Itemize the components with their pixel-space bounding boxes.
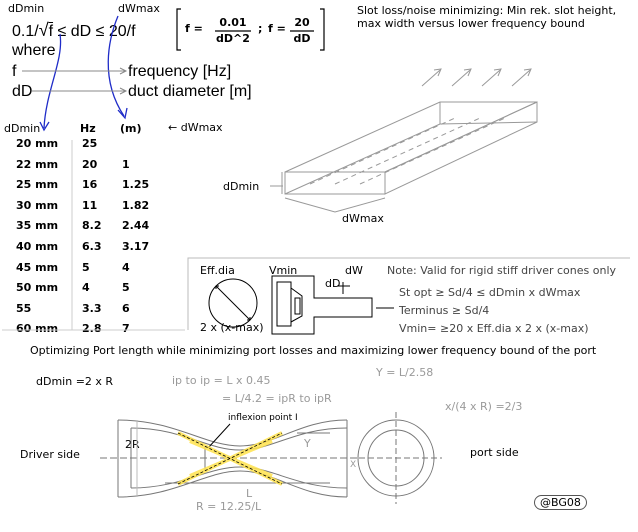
- table-cell-hz: 5: [82, 261, 90, 274]
- table-lines: [2, 140, 185, 330]
- port-end-view: [350, 412, 442, 504]
- driver-side-label: Driver side: [20, 448, 80, 461]
- slot-dwmax-label: dWmax: [342, 212, 384, 225]
- box-f1-den: dD^2: [216, 32, 250, 45]
- note-st-opt: St opt ≥ Sd/4 ≤ dDmin x dWmax: [399, 286, 581, 299]
- port-dmin-eq: dDmin =2 x R: [36, 375, 114, 388]
- table-cell-dmin: 45 mm: [16, 261, 59, 274]
- slot-box: [270, 69, 537, 212]
- note-vmin: Vmin= ≥20 x Eff.dia x 2 x (x-max): [399, 322, 589, 335]
- dw-label: dW: [345, 264, 363, 277]
- table-cell-dwmax: 7: [122, 322, 130, 335]
- slot-note-line1: Slot loss/noise minimizing: Min rek. slot height,: [357, 4, 617, 17]
- table-cell-dwmax: 1.82: [122, 199, 150, 212]
- inflexion-label: inflexion point I: [228, 413, 298, 423]
- where-text: where: [12, 42, 56, 59]
- table-cell-dmin: 30 mm: [16, 199, 59, 212]
- dd-symbol: dD: [12, 83, 33, 100]
- port-ip-eq: ip to ip = L x 0.45: [172, 374, 271, 387]
- table-cell-dmin: 40 mm: [16, 240, 59, 253]
- sqrt-arg: f: [48, 23, 54, 40]
- port-y-eq: Y = L/2.58: [376, 366, 434, 379]
- port-x-eq: x/(4 x R) =2/3: [445, 400, 523, 413]
- port-side-label: port side: [470, 446, 519, 459]
- r-eq-label: R = 12.25/L: [196, 500, 262, 513]
- inequality-mid: ≤ dD ≤ 20/f: [57, 23, 136, 40]
- blue-arrows: [40, 16, 127, 130]
- dmin-label: dDmin: [8, 2, 45, 15]
- note-title: Note: Valid for rigid stiff driver cones only: [387, 264, 617, 277]
- dd-label: dD: [325, 277, 341, 290]
- table-cell-dwmax: 1: [122, 158, 130, 171]
- table-cell-dmin: 20 mm: [16, 137, 59, 150]
- dd-description: duct diameter [m]: [128, 83, 252, 100]
- table-cell-dmin: 22 mm: [16, 158, 59, 171]
- f-description: frequency [Hz]: [128, 63, 232, 80]
- l-label: L: [246, 487, 253, 500]
- inequality-left: 0.1/: [12, 23, 39, 40]
- table-cell-dwmax: 1.25: [122, 178, 150, 191]
- table-cell-dwmax: 3.17: [122, 240, 150, 253]
- table-cell-hz: 2.8: [82, 322, 102, 335]
- table-cell-dmin: 55: [16, 302, 32, 315]
- formula-box: [177, 9, 324, 50]
- driver-panel: [188, 258, 630, 334]
- port-l-eq: = L/4.2 = ipR to ipR: [222, 392, 332, 405]
- slot-note-line2: max width versus lower frequency bound: [357, 17, 585, 30]
- dwmax-label: dWmax: [118, 2, 160, 15]
- table-cell-hz: 4: [82, 281, 90, 294]
- port-heading: Optimizing Port length while minimizing port losses and maximizing lower frequency bound of the port: [30, 344, 597, 357]
- table-cell-hz: 6.3: [82, 240, 102, 253]
- eff-dia-label: Eff.dia: [200, 264, 235, 277]
- table-cell-hz: 11: [82, 199, 98, 212]
- table-cell-dmin: 35 mm: [16, 219, 59, 232]
- box-f2-lhs: f =: [268, 22, 286, 35]
- slot-dmin-label: dDmin: [223, 180, 260, 193]
- table-cell-dmin: 60 mm: [16, 322, 59, 335]
- table-cell-dmin: 50 mm: [16, 281, 59, 294]
- table-cell-dwmax: 4: [122, 261, 130, 274]
- table-cell-hz: 3.3: [82, 302, 102, 315]
- table-header-dmin: dDmin: [4, 122, 41, 135]
- xmax-label: 2 x (x-max): [200, 321, 264, 334]
- table-cell-dwmax: 6: [122, 302, 130, 315]
- table-header-hz: Hz: [80, 122, 96, 135]
- box-f2-den: dD: [293, 32, 311, 45]
- table-header-m: (m): [120, 122, 142, 135]
- copyright-badge: @BG08: [534, 495, 587, 510]
- table-cell-hz: 8.2: [82, 219, 102, 232]
- table-cell-dwmax: 5: [122, 281, 130, 294]
- box-f1-num: 0.01: [219, 16, 247, 29]
- inequality: 0.1/√f ≤ dD ≤ 20/f: [12, 20, 136, 40]
- table-cell-dmin: 25 mm: [16, 178, 59, 191]
- vmin-label: Vmin: [269, 264, 298, 277]
- table-cell-hz: 16: [82, 178, 98, 191]
- table-cell-hz: 20: [82, 158, 98, 171]
- table-cell-hz: 25: [82, 137, 98, 150]
- table-cell-dwmax: 2.44: [122, 219, 150, 232]
- f-symbol: f: [12, 63, 17, 80]
- box-f2-num: 20: [294, 16, 310, 29]
- note-terminus: Terminus ≥ Sd/4: [399, 304, 490, 317]
- two-r-label: 2R: [125, 438, 140, 451]
- x-label: X: [350, 460, 357, 470]
- box-f1-lhs: f =: [185, 22, 203, 35]
- box-sep: ;: [258, 22, 263, 35]
- table-header-dwmax: ← dWmax: [168, 121, 223, 134]
- y-label: Y: [304, 437, 311, 450]
